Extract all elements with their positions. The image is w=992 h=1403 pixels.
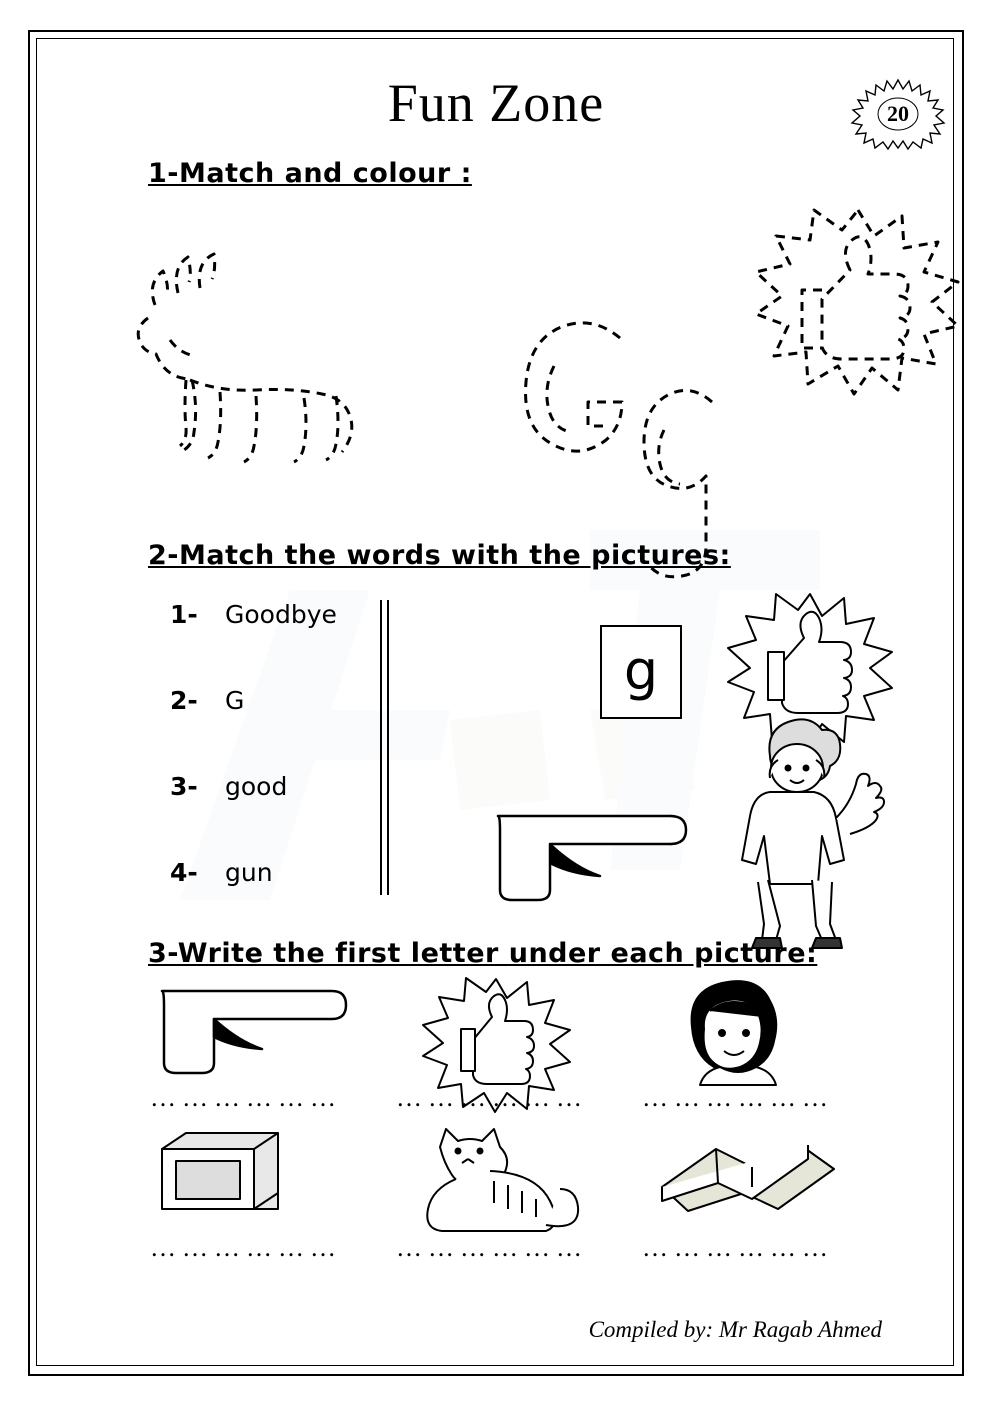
answer-line[interactable]: ……………… (150, 1233, 342, 1262)
exercise-3-cell (386, 1125, 632, 1275)
word-number: 3- (170, 772, 198, 801)
letter-g-glyph: g (623, 638, 659, 702)
word-label: G (225, 686, 245, 715)
answer-line[interactable]: ……………… (642, 1233, 834, 1262)
television-picture (140, 1125, 386, 1235)
exercise-3-cell (386, 975, 632, 1125)
page-number: 20 (887, 101, 909, 126)
girl-waving-goodbye-picture (742, 719, 884, 948)
page-title: Fun Zone (387, 73, 605, 133)
word-label: gun (225, 858, 273, 887)
answer-line[interactable]: ……………… (150, 1083, 342, 1112)
answer-line[interactable]: ……………… (396, 1083, 588, 1112)
cat-picture (386, 1125, 632, 1235)
word-label: good (225, 772, 288, 801)
exercise-3-heading: 3-Write the first letter under each picture: (148, 938, 818, 969)
list-item[interactable] (170, 686, 370, 772)
exercise-2-heading: 2-Match the words with the pictures: (148, 540, 731, 571)
exercise-2-word-list (170, 600, 370, 944)
gun-picture (498, 816, 686, 900)
thumbs-up-picture (386, 975, 632, 1085)
exercise-3-cell (632, 1125, 878, 1275)
exercise-3-row (140, 1125, 880, 1275)
page-number-badge (852, 78, 944, 150)
exercise-2-pictures (440, 580, 940, 920)
exercise-3-row (140, 975, 880, 1125)
girl-face-picture (632, 975, 878, 1085)
word-number: 1- (170, 600, 198, 629)
word-label: Goodbye (225, 600, 337, 629)
word-number: 2- (170, 686, 198, 715)
list-item[interactable] (170, 600, 370, 686)
exercise-1-pictures (60, 190, 940, 510)
letter-g-box[interactable] (600, 625, 682, 719)
goat-dashed-outline (138, 254, 352, 462)
exercise-3-cell (632, 975, 878, 1125)
good-thumbs-up-dashed-outline (756, 210, 958, 394)
exercise-3-cell (140, 975, 386, 1125)
exercise-3-grid (140, 975, 880, 1275)
exercise-1-heading: 1-Match and colour : (148, 158, 472, 189)
book-picture (632, 1125, 878, 1235)
exercise-3-cell (140, 1125, 386, 1275)
footer-credit: Compiled by: Mr Ragab Ahmed (588, 1317, 882, 1342)
list-item[interactable] (170, 772, 370, 858)
word-number: 4- (170, 858, 198, 887)
matching-divider (380, 600, 392, 895)
answer-line[interactable]: ……………… (642, 1083, 834, 1112)
gun-picture (140, 975, 386, 1085)
divider-line-left (380, 600, 382, 895)
list-item[interactable] (170, 858, 370, 944)
answer-line[interactable]: ……………… (396, 1233, 588, 1262)
divider-line-right (387, 600, 389, 895)
